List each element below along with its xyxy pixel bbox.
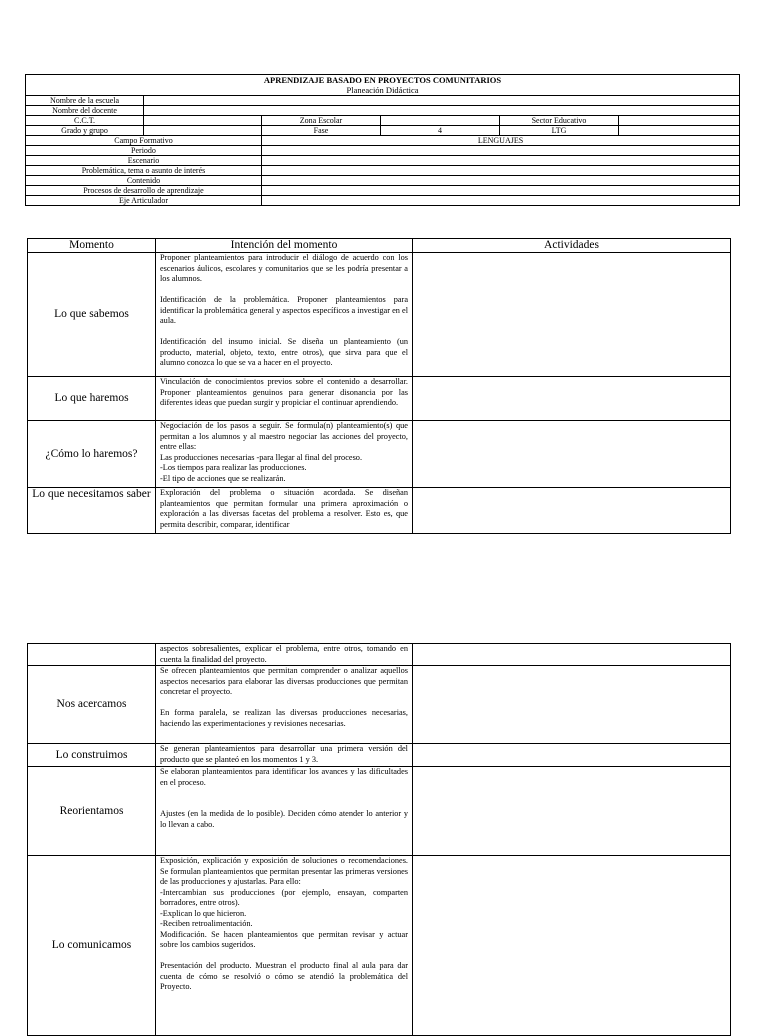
- intent-text: Proponer planteamientos para introducir el diálogo de acuerdo con los escenarios áulicos, escolares y comunitarios que se les podría presentar a los alumnos.: [160, 253, 408, 283]
- intent-como: [156, 421, 413, 488]
- moment-acercamos: Nos acercamos: [28, 666, 156, 744]
- grado-field[interactable]: [144, 126, 262, 136]
- activities-construimos[interactable]: [413, 744, 731, 767]
- intent-haremos: [156, 377, 413, 421]
- intent-text: Las producciones necesarias -para llegar al final del proceso.: [160, 452, 363, 462]
- moment-saber: Lo que necesitamos saber: [28, 488, 156, 534]
- intent-saber-cont: [156, 644, 413, 666]
- intent-construimos: [156, 744, 413, 767]
- ltg-field[interactable]: [619, 126, 740, 136]
- ltg-label: LTG: [500, 126, 619, 136]
- intent-saber: [156, 488, 413, 534]
- eje-label: Eje Articulador: [26, 196, 262, 206]
- docente-label: Nombre del docente: [26, 106, 144, 116]
- zona-label: Zona Escolar: [262, 116, 381, 126]
- periodo-field[interactable]: [262, 146, 740, 156]
- moments-table-continued: [27, 643, 731, 1036]
- intent-text: -El tipo de acciones que se realizarán.: [160, 473, 286, 483]
- contenido-label: Contenido: [26, 176, 262, 186]
- col-header-momento: Momento: [28, 239, 156, 253]
- intent-text: En forma paralela, se realizan las diversas producciones necesarias, haciendo las experimentaciones y revisiones necesarias.: [160, 708, 408, 728]
- zona-field[interactable]: [381, 116, 500, 126]
- intent-text: -Los tiempos para realizar las producciones.: [160, 463, 307, 472]
- intent-acercamos: [156, 666, 413, 744]
- moment-como: ¿Cómo lo haremos?: [28, 421, 156, 488]
- activities-haremos[interactable]: [413, 377, 731, 421]
- intent-text: Se generan planteamientos para desarrollar una primera versión del producto que se planteó en los momentos 1 y 3.: [160, 744, 408, 764]
- moment-sabemos: Lo que sabemos: [28, 253, 156, 377]
- eje-field[interactable]: [262, 196, 740, 206]
- intent-text: Exploración del problema o situación acordada. Se diseñan planteamientos que permitan formular una primera aproximación o exploración a las diversas facetas del problema a resolver. Esto es, que permita describir, comparar, identificar: [160, 488, 408, 529]
- document-title: APRENDIZAJE BASADO EN PROYECTOS COMUNITARIOS: [263, 75, 502, 85]
- activities-como[interactable]: [413, 421, 731, 488]
- fase-value: 4: [381, 126, 500, 136]
- activities-acercamos[interactable]: [413, 666, 731, 744]
- escuela-field[interactable]: [144, 96, 740, 106]
- moment-comunicamos: Lo comunicamos: [28, 856, 156, 1036]
- intent-text: -Explican lo que hicieron.: [160, 908, 247, 918]
- header-title-cell: [26, 75, 740, 96]
- campo-label: Campo Formativo: [26, 136, 262, 146]
- cct-field[interactable]: [144, 116, 262, 126]
- activities-saber-cont[interactable]: [413, 644, 731, 666]
- contenido-field[interactable]: [262, 176, 740, 186]
- activities-sabemos[interactable]: [413, 253, 731, 377]
- moments-table: [27, 238, 731, 534]
- intent-text: Ajustes (en la medida de lo posible). Deciden cómo atender lo anterior y lo llevan a cabo.: [160, 809, 408, 829]
- planning-header-table: [25, 74, 740, 206]
- intent-text: Negociación de los pasos a seguir. Se formula(n) planteamiento(s) que permitan a los alumnos y al maestro negociar las acciones del proyecto, entre ellas:: [160, 421, 408, 451]
- intent-sabemos: [156, 253, 413, 377]
- intent-text: Vinculación de conocimientos previos sobre el contenido a desarrollar. Proponer planteamientos genuinos para generar disonancia por las diferentes ideas que puedan surgir y propiciar el continuar aprendiendo.: [160, 377, 408, 407]
- intent-text: -Reciben retroalimentación.: [160, 919, 253, 928]
- document-subtitle: Planeación Didáctica: [346, 85, 419, 95]
- intent-reorientamos: [156, 767, 413, 856]
- problematica-label: Problemática, tema o asunto de interés: [26, 166, 262, 176]
- intent-text: Se ofrecen planteamientos que permitan comprender o analizar aquellos aspectos necesarios para elaborar las diversas producciones que permitan concretar el proyecto.: [160, 666, 408, 696]
- intent-text: aspectos sobresalientes, explicar el problema, entre otros, tomando en cuenta la finalidad del proyecto.: [160, 644, 408, 664]
- escenario-field[interactable]: [262, 156, 740, 166]
- procesos-label: Procesos de desarrollo de aprendizaje: [26, 186, 262, 196]
- docente-field[interactable]: [144, 106, 740, 116]
- intent-text: Presentación del producto. Muestran el producto final al aula para dar cuenta de cómo se resolvió o cómo se atendió la problemática del Proyecto.: [160, 961, 408, 991]
- intent-text: -Intercambian sus producciones (por ejemplo, ensayan, comparten borradores, entre otros).: [160, 887, 408, 907]
- intent-text: Identificación del insumo inicial. Se diseña un planteamiento (un producto, material, objeto, texto, entre otros), que sirva para que el alumno conozca lo que se va a hacer en el proyecto.: [160, 337, 408, 367]
- activities-comunicamos[interactable]: [413, 856, 731, 1036]
- intent-text: Identificación de la problemática. Proponer planteamientos para identificar la problemática general y aspectos específicos a investigar en el aula.: [160, 295, 408, 325]
- moment-saber-cont: [28, 644, 156, 666]
- moment-reorientamos: Reorientamos: [28, 767, 156, 856]
- procesos-field[interactable]: [262, 186, 740, 196]
- escenario-label: Escenario: [26, 156, 262, 166]
- col-header-intencion: Intención del momento: [156, 239, 413, 253]
- col-header-actividades: Actividades: [413, 239, 731, 253]
- intent-text: Se elaboran planteamientos para identificar los avances y las dificultades en el proceso.: [160, 767, 408, 787]
- fase-label: Fase: [262, 126, 381, 136]
- activities-reorientamos[interactable]: [413, 767, 731, 856]
- sector-field[interactable]: [619, 116, 740, 126]
- sector-label: Sector Educativo: [500, 116, 619, 126]
- grado-label: Grado y grupo: [26, 126, 144, 136]
- campo-value: LENGUAJES: [262, 136, 740, 146]
- intent-text: Modificación. Se hacen planteamientos que permitan revisar y actuar sobre los cambios sugeridos.: [160, 929, 408, 949]
- activities-saber[interactable]: [413, 488, 731, 534]
- moment-haremos: Lo que haremos: [28, 377, 156, 421]
- escuela-label: Nombre de la escuela: [26, 96, 144, 106]
- intent-text: Exposición, explicación y exposición de soluciones o recomendaciones. Se formulan planteamientos que permitan presentar las primeras versiones de las producciones y ajustarlas. Para ello:: [160, 856, 408, 886]
- cct-label: C.C.T.: [26, 116, 144, 126]
- intent-comunicamos: [156, 856, 413, 1036]
- periodo-label: Periodo: [26, 146, 262, 156]
- moment-construimos: Lo construimos: [28, 744, 156, 767]
- problematica-field[interactable]: [262, 166, 740, 176]
